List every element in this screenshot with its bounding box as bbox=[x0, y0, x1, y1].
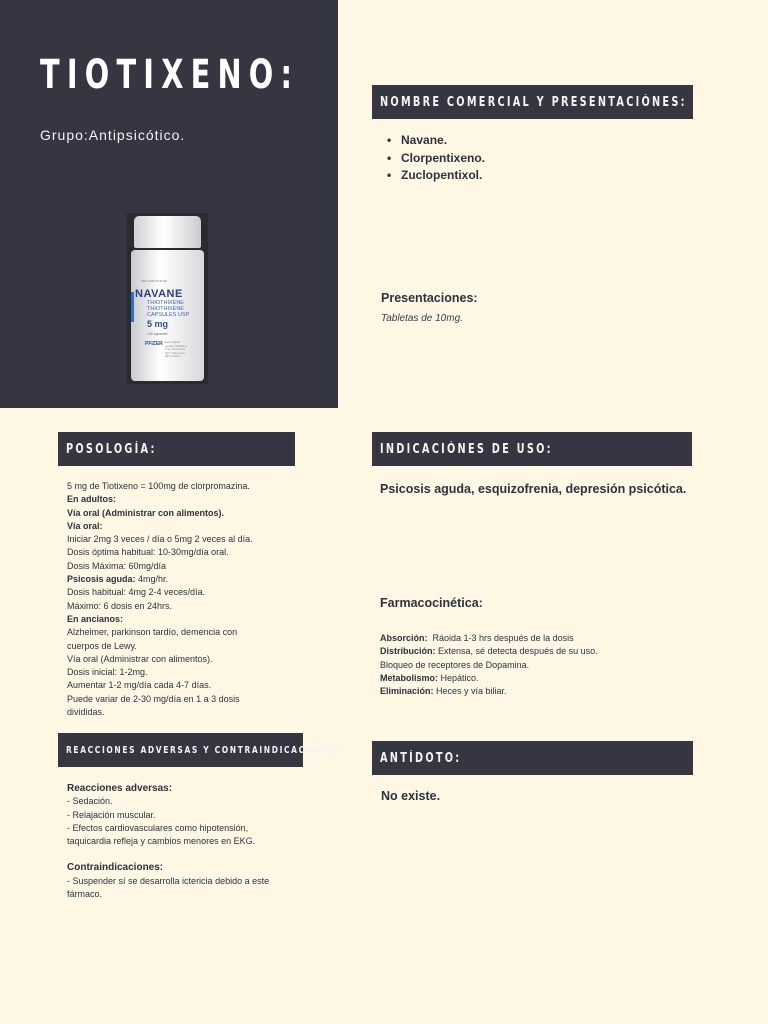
farmacocinetica-line bbox=[380, 685, 598, 698]
bottle-line-1: THIOTHIXENE bbox=[147, 300, 184, 306]
bottle-brand: NAVANE bbox=[135, 288, 183, 300]
list-item: • Zuclopentixol. bbox=[387, 167, 485, 185]
antidoto-text: No existe. bbox=[381, 789, 441, 803]
adversas-line: taquicardia refleja y cambios menores en EKG. bbox=[67, 836, 256, 847]
posologia-line-text: 4mg/hr. bbox=[135, 574, 169, 585]
posologia-line bbox=[67, 666, 253, 679]
farmacocinetica-line-text: Bloqueo de receptores de Dopamina. bbox=[380, 659, 530, 670]
posologia-line-bold: Psicosis aguda: bbox=[67, 574, 136, 585]
bottle-fine-print: Each capsule contains thiothixene 5 mg. Store below 30°C. Dispense in tight container. bbox=[165, 341, 188, 359]
page-title: TIOTIXENO: bbox=[40, 52, 300, 98]
posologia-line bbox=[67, 586, 253, 599]
list-item: • Clorpentixeno. bbox=[387, 150, 485, 168]
posologia-text bbox=[67, 480, 253, 719]
posologia-line-text: cuerpos de Lewy. bbox=[67, 640, 137, 651]
posologia-line-text: Dosis inicial: 1-2mg. bbox=[67, 667, 148, 678]
bottle-dose: 5 mg bbox=[147, 319, 169, 329]
bottle-count: 100 capsules bbox=[147, 332, 168, 336]
farmacocinetica-line-bold: Eliminación: bbox=[380, 686, 434, 697]
posologia-line bbox=[67, 600, 253, 613]
posologia-line-text: Puede variar de 2-30 mg/día en 1 a 3 dosis bbox=[67, 693, 240, 704]
adversas-label: Reacciones adversas: bbox=[67, 783, 173, 794]
posologia-line bbox=[67, 613, 253, 626]
adversas-line: - Sedación. bbox=[67, 796, 113, 807]
contra-line: - Suspender sí se desarrolla ictericia debido a este bbox=[67, 875, 270, 886]
bottle-cap bbox=[134, 216, 201, 248]
posologia-line bbox=[67, 693, 253, 706]
posologia-line-bold: Vía oral (Administrar con alimentos). bbox=[67, 507, 225, 518]
bottle-logo: PFIZER bbox=[145, 341, 163, 347]
section-header-antidoto bbox=[372, 741, 693, 775]
farmacocinetica-line-text: Ráoida 1-3 hrs después de la dosis bbox=[427, 633, 574, 643]
farmacocinetica-line bbox=[380, 645, 598, 658]
posologia-line bbox=[67, 706, 253, 719]
section-header-label: ANTÍDOTO: bbox=[380, 750, 462, 766]
farmacocinetica-line bbox=[380, 672, 598, 685]
hero-panel bbox=[0, 0, 338, 408]
posologia-line-text: Vía oral (Administrar con alimentos). bbox=[67, 653, 213, 664]
drug-group: Grupo:Antipsicótico. bbox=[40, 127, 186, 143]
posologia-line bbox=[67, 507, 253, 520]
posologia-line-text: Máximo: 6 dosis en 24hrs. bbox=[67, 600, 173, 611]
presentaciones-label: Presentaciones: bbox=[381, 291, 478, 305]
posologia-line-bold: En adultos: bbox=[67, 494, 116, 505]
posologia-line bbox=[67, 573, 253, 586]
list-item: • Navane. bbox=[387, 132, 485, 150]
section-header-posologia bbox=[58, 432, 295, 466]
bottle-image bbox=[127, 213, 208, 384]
farmacocinetica-text bbox=[380, 632, 598, 698]
bottle-line-3: CAPSULES USP bbox=[147, 312, 190, 318]
posologia-line-text: Dosis Máxima: 60mg/día bbox=[67, 560, 167, 571]
farmacocinetica-line bbox=[380, 659, 598, 672]
section-header-label: INDICACIÓNES DE USO: bbox=[380, 441, 553, 457]
reacciones-block bbox=[67, 782, 269, 901]
contra-line: fármaco. bbox=[67, 889, 103, 900]
bottle-line-2: THIOTHIXENE bbox=[147, 306, 184, 312]
posologia-line bbox=[67, 640, 253, 653]
posologia-line-text: Aumentar 1-2 mg/día cada 4-7 días. bbox=[67, 680, 212, 691]
brand-name-list bbox=[387, 132, 485, 185]
farmacocinetica-line-bold: Distribución: bbox=[380, 646, 436, 657]
posologia-line bbox=[67, 653, 253, 666]
bottle-ndc: NDC 0049-5730-66 bbox=[141, 279, 168, 283]
posologia-line-text: Dosis óptima habitual: 10-30mg/día oral. bbox=[67, 547, 229, 558]
posologia-line bbox=[67, 560, 253, 573]
posologia-line bbox=[67, 679, 253, 692]
posologia-line-text: divididas. bbox=[67, 707, 105, 718]
posologia-line bbox=[67, 520, 253, 533]
posologia-line-text: 5 mg de Tiotixeno = 100mg de clorpromazina. bbox=[67, 481, 250, 491]
posologia-line-text: Alzheimer, parkinson tardío, demencia con bbox=[67, 627, 238, 638]
bottle-stripe bbox=[131, 292, 134, 322]
section-header-label: POSOLOGÍA: bbox=[66, 441, 157, 457]
adversas-line: - Relajación muscular. bbox=[67, 809, 156, 820]
posologia-line-text: Dosis habitual: 4mg 2-4 veces/día. bbox=[67, 587, 206, 598]
posologia-line bbox=[67, 493, 253, 506]
section-header-indicaciones bbox=[372, 432, 692, 466]
farmacocinetica-line-text: Hepático. bbox=[438, 672, 479, 683]
farmacocinetica-line-bold: Metabolismo: bbox=[380, 672, 439, 683]
posologia-line-bold: Vía oral: bbox=[67, 520, 103, 531]
adversas-line: - Efectos cardiovasculares como hipotensión, bbox=[67, 822, 249, 833]
section-header-label: REACCIONES ADVERSAS Y CONTRAINDICACIONES: bbox=[66, 744, 345, 756]
posologia-line bbox=[67, 626, 253, 639]
spacer bbox=[67, 848, 269, 861]
farmacocinetica-line bbox=[380, 632, 598, 645]
farmacocinetica-line-text: Extensa, sé detecta después de su uso. bbox=[435, 646, 598, 657]
posologia-line bbox=[67, 533, 253, 546]
posologia-line-text: Iniciar 2mg 3 veces / día o 5mg 2 veces al día. bbox=[67, 534, 253, 545]
section-header-nombre-comercial bbox=[372, 85, 693, 119]
section-header-reacciones bbox=[58, 733, 345, 767]
indicaciones-text: Psicosis aguda, esquizofrenia, depresión psicótica. bbox=[380, 482, 687, 496]
farmacocinetica-line-text: Heces y vía biliar. bbox=[433, 686, 507, 697]
farmacocinetica-label: Farmacocinética: bbox=[380, 596, 483, 610]
section-header-label: NOMBRE COMERCIAL Y PRESENTACIÓNES: bbox=[380, 94, 687, 110]
posologia-line bbox=[67, 480, 253, 493]
posologia-line-bold: En ancianos: bbox=[67, 613, 124, 624]
farmacocinetica-line-bold: Absorción: bbox=[380, 633, 428, 643]
posologia-line bbox=[67, 546, 253, 559]
contra-label: Contraindicaciones: bbox=[67, 862, 164, 874]
presentaciones-value: Tabletas de 10mg. bbox=[381, 313, 463, 324]
